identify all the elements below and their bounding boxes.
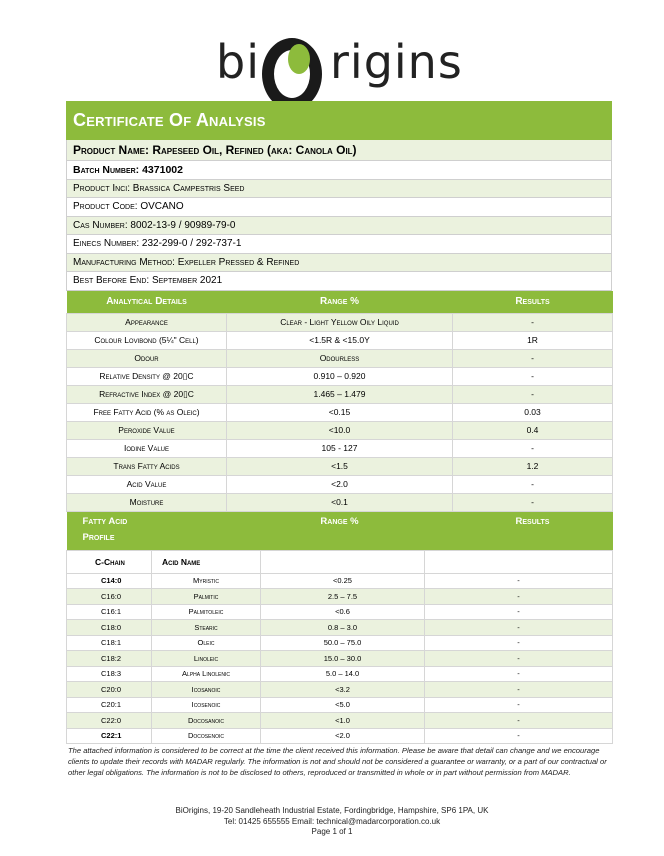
fatty-range-cell: <2.0 xyxy=(261,728,425,744)
fatty-chain-cell: C18:1 xyxy=(67,635,152,651)
logo-prefix: bi xyxy=(216,35,260,89)
product-name: Product Name: Rapeseed Oil, Refined (aka: Canola Oil) xyxy=(66,140,612,161)
analytical-detail-cell: Iodine Value xyxy=(67,439,227,457)
range-header: Range % xyxy=(227,291,453,314)
analytical-details-header: Analytical Details xyxy=(67,291,227,314)
fatty-acid-header-line1: Fatty Acid xyxy=(82,515,128,527)
fatty-range-cell: <0.6 xyxy=(261,604,425,620)
fatty-chain-cell: C18:0 xyxy=(67,620,152,636)
fatty-name-cell: Linoleic xyxy=(152,651,261,667)
fatty-chain-cell: C18:3 xyxy=(67,666,152,682)
analytical-range-cell: <0.1 xyxy=(227,493,453,511)
analytical-result-cell: - xyxy=(453,349,613,367)
analytical-detail-cell: Colour Lovibond (5¼" Cell) xyxy=(67,331,227,349)
fatty-name-cell: Icosenoic xyxy=(152,697,261,713)
analytical-row xyxy=(67,403,613,421)
batch-number: Batch Number: 4371002 xyxy=(66,161,612,180)
analytical-range-cell: <0.15 xyxy=(227,403,453,421)
analytical-range-cell: 1.465 – 1.479 xyxy=(227,385,453,403)
analytical-row xyxy=(67,475,613,493)
analytical-range-cell: Clear - Light Yellow Oily Liquid xyxy=(227,313,453,331)
fatty-range-cell: 5.0 – 14.0 xyxy=(261,666,425,682)
analytical-detail-cell: Refractive Index @ 20▯C xyxy=(67,385,227,403)
footer xyxy=(0,806,664,838)
c-chain-header: C-Chain xyxy=(67,550,152,573)
fatty-result-cell: - xyxy=(425,635,613,651)
fatty-range-cell: 0.8 – 3.0 xyxy=(261,620,425,636)
analytical-range-cell: <2.0 xyxy=(227,475,453,493)
fatty-chain-cell: C20:0 xyxy=(67,682,152,698)
fatty-name-cell: Oleic xyxy=(152,635,261,651)
fatty-chain-cell: C18:2 xyxy=(67,651,152,667)
analytical-result-cell: - xyxy=(453,493,613,511)
fatty-result-cell: - xyxy=(425,666,613,682)
fatty-name-cell: Stearic xyxy=(152,620,261,636)
results-header: Results xyxy=(453,291,613,314)
fatty-range-cell: 50.0 – 75.0 xyxy=(261,635,425,651)
fatty-acid-row xyxy=(67,697,613,713)
certificate-title: Certificate Of Analysis xyxy=(66,101,612,140)
fatty-range-header: Range % xyxy=(227,511,453,550)
analytical-detail-cell: Acid Value xyxy=(67,475,227,493)
analytical-range-cell: <1.5R & <15.0Y xyxy=(227,331,453,349)
analytical-row xyxy=(67,331,613,349)
fatty-chain-cell: C14:0 xyxy=(67,573,152,589)
fatty-name-cell: Alpha Linolenic xyxy=(152,666,261,682)
fatty-acid-row xyxy=(67,713,613,729)
analytical-detail-cell: Peroxide Value xyxy=(67,421,227,439)
certificate xyxy=(66,101,612,744)
fatty-range-cell: 2.5 – 7.5 xyxy=(261,589,425,605)
product-code: Product Code: OVCANO xyxy=(66,198,612,217)
fatty-name-cell: Myristic xyxy=(152,573,261,589)
logo-green-leaf-icon xyxy=(288,44,310,74)
analytical-result-cell: 0.03 xyxy=(453,403,613,421)
analytical-result-cell: 0.4 xyxy=(453,421,613,439)
analytical-result-cell: - xyxy=(453,385,613,403)
logo-suffix: rigins xyxy=(330,35,463,89)
fatty-result-cell: - xyxy=(425,589,613,605)
fatty-acid-row xyxy=(67,728,613,744)
analytical-result-cell: - xyxy=(453,439,613,457)
analytical-detail-cell: Free Fatty Acid (% as Oleic) xyxy=(67,403,227,421)
analytical-row xyxy=(67,367,613,385)
manufacturing-method: Manufacturing Method: Expeller Pressed & Refined xyxy=(66,254,612,273)
footer-contact: Tel: 01425 655555 Email: technical@madarcorporation.co.uk xyxy=(223,816,441,826)
analytical-row xyxy=(67,457,613,475)
analytical-detail-cell: Appearance xyxy=(67,313,227,331)
fatty-acid-row xyxy=(67,635,613,651)
fatty-acid-row xyxy=(67,573,613,589)
analytical-detail-cell: Odour xyxy=(67,349,227,367)
footer-address: BiOrigins, 19-20 Sandleheath Industrial Estate, Fordingbridge, Hampshire, SP6 1PA, UK xyxy=(175,806,489,815)
fatty-chain-cell: C16:1 xyxy=(67,604,152,620)
fatty-name-cell: Docosenoic xyxy=(152,728,261,744)
analytical-result-cell: 1R xyxy=(453,331,613,349)
fatty-acid-row xyxy=(67,682,613,698)
fatty-result-cell: - xyxy=(425,651,613,667)
analytical-header-row xyxy=(67,291,613,314)
analytical-row xyxy=(67,439,613,457)
biorigins-logo xyxy=(0,34,664,90)
product-inci: Product Inci: Brassica Campestris Seed xyxy=(66,180,612,199)
analytical-result-cell: 1.2 xyxy=(453,457,613,475)
fatty-range-cell: <5.0 xyxy=(261,697,425,713)
analytical-result-cell: - xyxy=(453,475,613,493)
fatty-results-header: Results xyxy=(453,511,613,550)
fatty-name-cell: Docosanoic xyxy=(152,713,261,729)
fatty-chain-cell: C22:0 xyxy=(67,713,152,729)
fatty-acid-profile-header xyxy=(67,511,227,550)
analytical-detail-cell: Moisture xyxy=(67,493,227,511)
fatty-acid-header-row xyxy=(67,511,613,550)
fatty-result-cell: - xyxy=(425,697,613,713)
fatty-result-cell: - xyxy=(425,604,613,620)
fatty-acid-row xyxy=(67,651,613,667)
fatty-acid-row xyxy=(67,589,613,605)
einecs-number: Einecs Number: 232-299-0 / 292-737-1 xyxy=(66,235,612,254)
disclaimer: The attached information is considered to be correct at the time the client received this information. Please be aware that detail can change and we encourage clients to update their records with MADAR regularly. The information is not and should not be considered a guarantee or warranty, or a part of our contractual or other legal obligations. The information is not to be disclosed to others, reproduced or transmitted in whole or in part without permission from MADAR. xyxy=(68,746,607,777)
analytical-row xyxy=(67,493,613,511)
analytical-result-cell: - xyxy=(453,313,613,331)
analytical-range-cell: 0.910 – 0.920 xyxy=(227,367,453,385)
fatty-range-cell: 15.0 – 30.0 xyxy=(261,651,425,667)
fatty-range-cell: <3.2 xyxy=(261,682,425,698)
analytical-row xyxy=(67,349,613,367)
fatty-acid-table xyxy=(66,550,613,745)
acid-name-header: Acid Name xyxy=(152,550,261,573)
fatty-result-cell: - xyxy=(425,573,613,589)
analytical-row xyxy=(67,385,613,403)
fatty-result-cell: - xyxy=(425,620,613,636)
analytical-range-cell: <10.0 xyxy=(227,421,453,439)
fatty-range-cell: <0.25 xyxy=(261,573,425,589)
fatty-chain-cell: C16:0 xyxy=(67,589,152,605)
analytical-result-cell: - xyxy=(453,367,613,385)
analytical-range-cell: Odourless xyxy=(227,349,453,367)
fatty-acid-row xyxy=(67,620,613,636)
fatty-result-cell: - xyxy=(425,713,613,729)
fatty-subheader-row xyxy=(67,550,613,573)
analytical-row xyxy=(67,421,613,439)
fatty-name-cell: Palmitoleic xyxy=(152,604,261,620)
footer-page-number: Page 1 of 1 xyxy=(311,827,353,836)
fatty-result-cell: - xyxy=(425,682,613,698)
fatty-subheader-blank-2 xyxy=(425,550,613,573)
analytical-row xyxy=(67,313,613,331)
analytical-range-cell: <1.5 xyxy=(227,457,453,475)
cas-number: Cas Number: 8002-13-9 / 90989-79-0 xyxy=(66,217,612,236)
fatty-range-cell: <1.0 xyxy=(261,713,425,729)
fatty-chain-cell: C20:1 xyxy=(67,697,152,713)
fatty-subheader-blank xyxy=(261,550,425,573)
fatty-name-cell: Palmitic xyxy=(152,589,261,605)
fatty-chain-cell: C22:1 xyxy=(67,728,152,744)
fatty-acid-row xyxy=(67,666,613,682)
analytical-detail-cell: Relative Density @ 20▯C xyxy=(67,367,227,385)
fatty-acid-header-line2: Profile xyxy=(82,531,115,543)
analytical-table xyxy=(66,291,613,550)
best-before-end: Best Before End: September 2021 xyxy=(66,272,612,291)
analytical-detail-cell: Trans Fatty Acids xyxy=(67,457,227,475)
fatty-acid-row xyxy=(67,604,613,620)
fatty-result-cell: - xyxy=(425,728,613,744)
analytical-range-cell: 105 - 127 xyxy=(227,439,453,457)
fatty-name-cell: Icosanoic xyxy=(152,682,261,698)
